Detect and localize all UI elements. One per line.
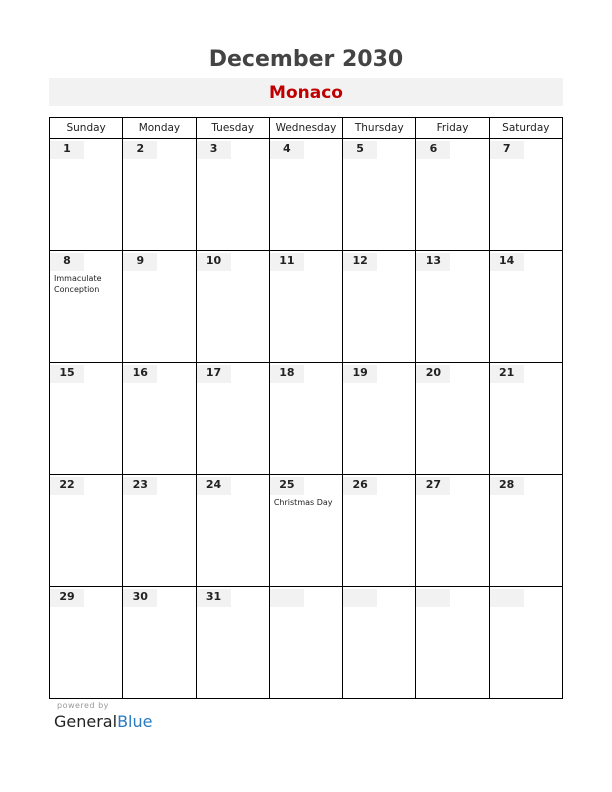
day-cell <box>50 587 123 699</box>
day-number-chip <box>490 589 524 607</box>
day-number: 8 <box>63 254 71 267</box>
day-cell <box>343 475 416 587</box>
day-number-chip <box>343 589 377 607</box>
day-cell <box>123 363 196 475</box>
day-number: 21 <box>499 366 515 379</box>
day-number: 23 <box>132 478 148 491</box>
day-number: 10 <box>205 254 222 267</box>
day-number: 6 <box>429 142 438 155</box>
brand-blue: Blue <box>117 712 153 731</box>
brand-general: General <box>54 712 118 731</box>
day-cell <box>50 475 123 587</box>
day-cell <box>196 139 269 251</box>
weekday-header: Tuesday <box>196 118 269 139</box>
day-cell <box>196 587 269 699</box>
day-cell <box>196 475 269 587</box>
weekday-header-row <box>50 118 563 139</box>
day-cell <box>343 139 416 251</box>
week-row <box>50 363 563 475</box>
day-cell <box>343 251 416 363</box>
day-cell <box>416 251 489 363</box>
day-cell <box>489 475 562 587</box>
day-cell <box>196 251 269 363</box>
weekday-header: Thursday <box>343 118 416 139</box>
day-number: 24 <box>205 478 222 491</box>
day-cell <box>123 139 196 251</box>
day-cell <box>343 363 416 475</box>
weekday-header: Sunday <box>50 118 123 139</box>
day-cell <box>50 251 123 363</box>
day-cell <box>489 587 562 699</box>
day-number-chip <box>270 589 304 607</box>
day-cell <box>123 251 196 363</box>
day-number-chip <box>416 589 450 607</box>
day-number: 30 <box>132 590 148 603</box>
powered-by-text: powered by <box>57 701 109 710</box>
day-cell <box>416 475 489 587</box>
day-cell <box>269 251 342 363</box>
day-cell <box>489 251 562 363</box>
week-row <box>50 475 563 587</box>
day-cell <box>269 475 342 587</box>
day-number: 27 <box>425 478 442 491</box>
day-cell <box>269 139 342 251</box>
day-number: 5 <box>356 142 364 155</box>
holiday-label: Christmas Day <box>273 498 333 507</box>
day-number: 7 <box>502 142 511 155</box>
generalblue-logo <box>54 712 152 731</box>
day-number: 26 <box>352 478 368 491</box>
weekday-header: Saturday <box>489 118 562 139</box>
day-cell <box>196 363 269 475</box>
weekday-header: Wednesday <box>269 118 342 139</box>
week-row <box>50 251 563 363</box>
day-cell <box>416 587 489 699</box>
day-cell <box>269 587 342 699</box>
day-cell <box>416 139 489 251</box>
day-number: 15 <box>59 366 75 379</box>
day-cell <box>489 139 562 251</box>
day-number: 17 <box>205 366 222 379</box>
day-number: 14 <box>499 254 515 267</box>
day-cell <box>50 363 123 475</box>
day-number: 11 <box>279 254 295 267</box>
day-number: 13 <box>425 254 442 267</box>
month-calendar <box>49 117 563 699</box>
day-number: 28 <box>499 478 515 491</box>
calendar-title: December 2030 <box>208 47 404 72</box>
day-number: 9 <box>136 254 145 267</box>
day-cell <box>50 139 123 251</box>
day-number: 19 <box>352 366 368 379</box>
weekday-header: Monday <box>123 118 196 139</box>
day-number: 2 <box>136 142 145 155</box>
day-number: 18 <box>279 366 295 379</box>
day-number: 20 <box>425 366 442 379</box>
day-number: 4 <box>283 142 291 155</box>
holiday-label: Immaculate Conception <box>54 274 102 294</box>
day-number: 25 <box>279 478 295 491</box>
day-cell <box>123 475 196 587</box>
weekday-header: Friday <box>416 118 489 139</box>
day-cell <box>343 587 416 699</box>
day-number: 3 <box>209 142 218 155</box>
day-cell <box>489 363 562 475</box>
country-banner <box>49 78 563 106</box>
day-cell <box>269 363 342 475</box>
day-number: 16 <box>132 366 148 379</box>
day-number: 29 <box>59 590 75 603</box>
day-number: 22 <box>59 478 75 491</box>
day-number: 1 <box>63 142 71 155</box>
day-number: 31 <box>205 590 222 603</box>
day-number: 12 <box>352 254 368 267</box>
day-cell <box>123 587 196 699</box>
week-row <box>50 587 563 699</box>
week-row <box>50 139 563 251</box>
day-cell <box>416 363 489 475</box>
country-name: Monaco <box>269 83 343 103</box>
